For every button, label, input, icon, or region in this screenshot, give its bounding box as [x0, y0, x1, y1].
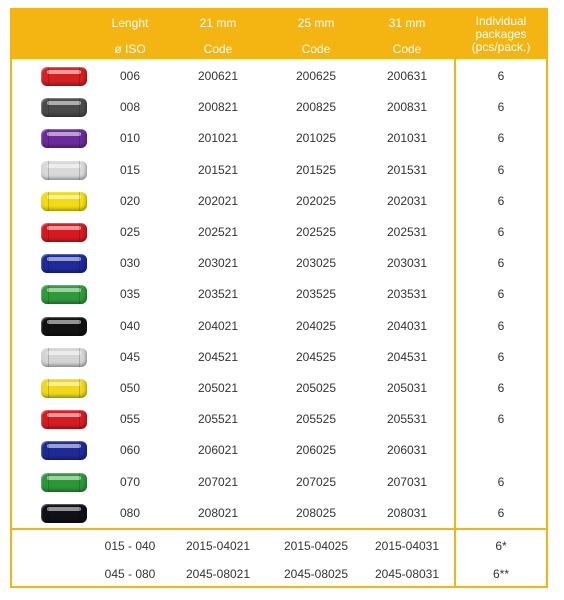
code-25mm-cell: 207025	[295, 474, 337, 489]
iso-cell: 030	[119, 256, 141, 271]
iso-cell: 006	[119, 69, 141, 83]
pcs-cell: 6	[497, 256, 505, 271]
capsule-icon	[41, 254, 87, 273]
code-21mm-cell: 201021	[197, 131, 239, 146]
iso-cell: 025	[119, 225, 141, 239]
pcs-cell: 6	[497, 474, 505, 489]
iso-header: ø ISO	[114, 42, 146, 56]
iso-range-cell: 015 - 040	[104, 539, 156, 553]
code-31mm-cell: 202531	[386, 225, 428, 239]
capsule-icon	[41, 129, 87, 148]
table-row	[12, 311, 546, 342]
product-table	[10, 8, 548, 588]
pcs-cell: 6	[497, 162, 505, 177]
code-25mm-cell: 202025	[295, 193, 337, 208]
pcs-cell: 6	[497, 349, 505, 364]
iso-cell: 040	[119, 318, 141, 333]
kit-code-31mm-cell: 2015-04031	[374, 539, 440, 553]
code-21mm-cell: 200821	[197, 100, 239, 115]
table-row	[12, 155, 546, 186]
code-21mm-cell: 204021	[197, 318, 239, 333]
pcs-cell: 6	[497, 381, 505, 395]
col-25mm-header: 25 mm	[297, 16, 335, 30]
code-25mm-cell: 200825	[295, 100, 337, 115]
code-21mm-cell: 203521	[197, 287, 239, 302]
iso-cell: 045	[119, 349, 141, 364]
code-25mm-cell: 204025	[295, 318, 337, 333]
code-25mm-cell: 203525	[295, 287, 337, 302]
table-row	[12, 92, 546, 123]
code-21mm-cell: 207021	[197, 474, 239, 489]
col-21mm-header: 21 mm	[199, 16, 237, 30]
code-21mm-cell: 208021	[197, 505, 239, 520]
code-31mm-cell: 200631	[386, 69, 428, 83]
kit-row	[12, 560, 546, 588]
kit-row	[12, 532, 546, 560]
table-row	[12, 217, 546, 248]
code-31mm-cell: 204531	[386, 349, 428, 364]
code-21mm-cell: 205021	[197, 381, 239, 395]
code-31mm-cell: 204031	[386, 318, 428, 333]
code-31mm-cell: 201031	[386, 131, 428, 146]
length-header: Lenght	[111, 16, 149, 30]
table-row	[12, 435, 546, 466]
code-25mm-cell: 205525	[295, 412, 337, 427]
iso-cell: 055	[119, 412, 141, 427]
code-31mm-cell: 200831	[386, 100, 428, 115]
capsule-icon	[41, 379, 87, 398]
pcs-cell: 6	[497, 225, 505, 239]
iso-cell: 008	[119, 100, 141, 115]
table-row	[12, 61, 546, 92]
iso-cell: 035	[119, 287, 141, 302]
kit-code-21mm-cell: 2045-08021	[185, 567, 251, 581]
pcs-cell	[456, 435, 546, 466]
code-31mm-cell: 205531	[386, 412, 428, 427]
code-31mm-cell: 202031	[386, 193, 428, 208]
iso-range-cell: 045 - 080	[104, 567, 156, 581]
code-21mm-cell: 201521	[197, 162, 239, 177]
table-row	[12, 186, 546, 217]
col-31mm-code-header: Code	[392, 42, 422, 56]
table-row	[12, 123, 546, 154]
iso-cell: 010	[119, 131, 141, 146]
pcs-cell: 6	[497, 193, 505, 208]
code-31mm-cell: 205031	[386, 381, 428, 395]
code-25mm-cell: 203025	[295, 256, 337, 271]
capsule-icon	[41, 285, 87, 304]
code-25mm-cell: 208025	[295, 505, 337, 520]
pcs-cell: 6	[497, 287, 505, 302]
col-31mm-header: 31 mm	[388, 16, 426, 30]
kit-code-25mm-cell: 2045-08025	[283, 567, 349, 581]
code-21mm-cell: 205521	[197, 412, 239, 427]
table-row	[12, 373, 546, 404]
capsule-icon	[41, 410, 87, 429]
table-row	[12, 404, 546, 435]
capsule-icon	[41, 441, 87, 460]
code-25mm-cell: 202525	[295, 225, 337, 239]
code-21mm-cell: 203021	[197, 256, 239, 271]
code-21mm-cell: 202521	[197, 225, 239, 239]
iso-cell: 015	[119, 162, 141, 177]
code-25mm-cell: 200625	[295, 69, 337, 83]
capsule-icon	[41, 223, 87, 242]
pcs-cell: 6	[497, 131, 505, 146]
code-31mm-cell: 208031	[386, 505, 428, 520]
pcs-cell: 6	[497, 69, 505, 83]
capsule-icon	[41, 348, 87, 367]
iso-cell: 060	[119, 443, 141, 458]
code-21mm-cell: 204521	[197, 349, 239, 364]
kit-pcs-cell: 6**	[492, 567, 509, 581]
code-31mm-cell: 201531	[386, 162, 428, 177]
capsule-icon	[41, 67, 87, 86]
code-21mm-cell: 200621	[197, 69, 239, 83]
code-25mm-cell: 205025	[295, 381, 337, 395]
code-31mm-cell: 206031	[386, 443, 428, 458]
code-31mm-cell: 207031	[386, 474, 428, 489]
table-header	[12, 10, 546, 59]
table-row	[12, 279, 546, 310]
kit-code-21mm-cell: 2015-04021	[185, 539, 251, 553]
kit-pcs-cell: 6*	[495, 539, 507, 553]
capsule-icon	[41, 317, 87, 336]
capsule-icon	[41, 192, 87, 211]
code-25mm-cell: 204525	[295, 349, 337, 364]
kit-code-25mm-cell: 2015-04025	[283, 539, 349, 553]
iso-cell: 070	[119, 474, 141, 489]
code-25mm-cell: 201525	[295, 162, 337, 177]
pcs-cell: 6	[497, 412, 505, 427]
code-31mm-cell: 203531	[386, 287, 428, 302]
table-row	[12, 248, 546, 279]
table-row	[12, 467, 546, 498]
pcs-cell: 6	[497, 505, 505, 520]
capsule-icon	[41, 98, 87, 117]
pcs-cell: 6	[497, 318, 505, 333]
capsule-icon	[41, 473, 87, 492]
table-row	[12, 498, 546, 529]
iso-cell: 050	[119, 381, 141, 395]
pcs-cell: 6	[497, 100, 505, 115]
code-25mm-cell: 206025	[295, 443, 337, 458]
col-25mm-code-header: Code	[301, 42, 331, 56]
capsule-icon	[41, 161, 87, 180]
kit-code-31mm-cell: 2045-08031	[374, 567, 440, 581]
iso-cell: 020	[119, 193, 141, 208]
code-21mm-cell: 202021	[197, 193, 239, 208]
capsule-icon	[41, 504, 87, 523]
code-21mm-cell: 206021	[197, 443, 239, 458]
code-25mm-cell: 201025	[295, 131, 337, 146]
packages-header: packages	[475, 27, 527, 41]
code-31mm-cell: 203031	[386, 256, 428, 271]
table-row	[12, 342, 546, 373]
pcs-header: (pcs/pack.)	[471, 40, 531, 54]
individual-header: Individual	[475, 14, 527, 28]
iso-cell: 080	[119, 505, 141, 520]
col-21mm-code-header: Code	[203, 42, 233, 56]
